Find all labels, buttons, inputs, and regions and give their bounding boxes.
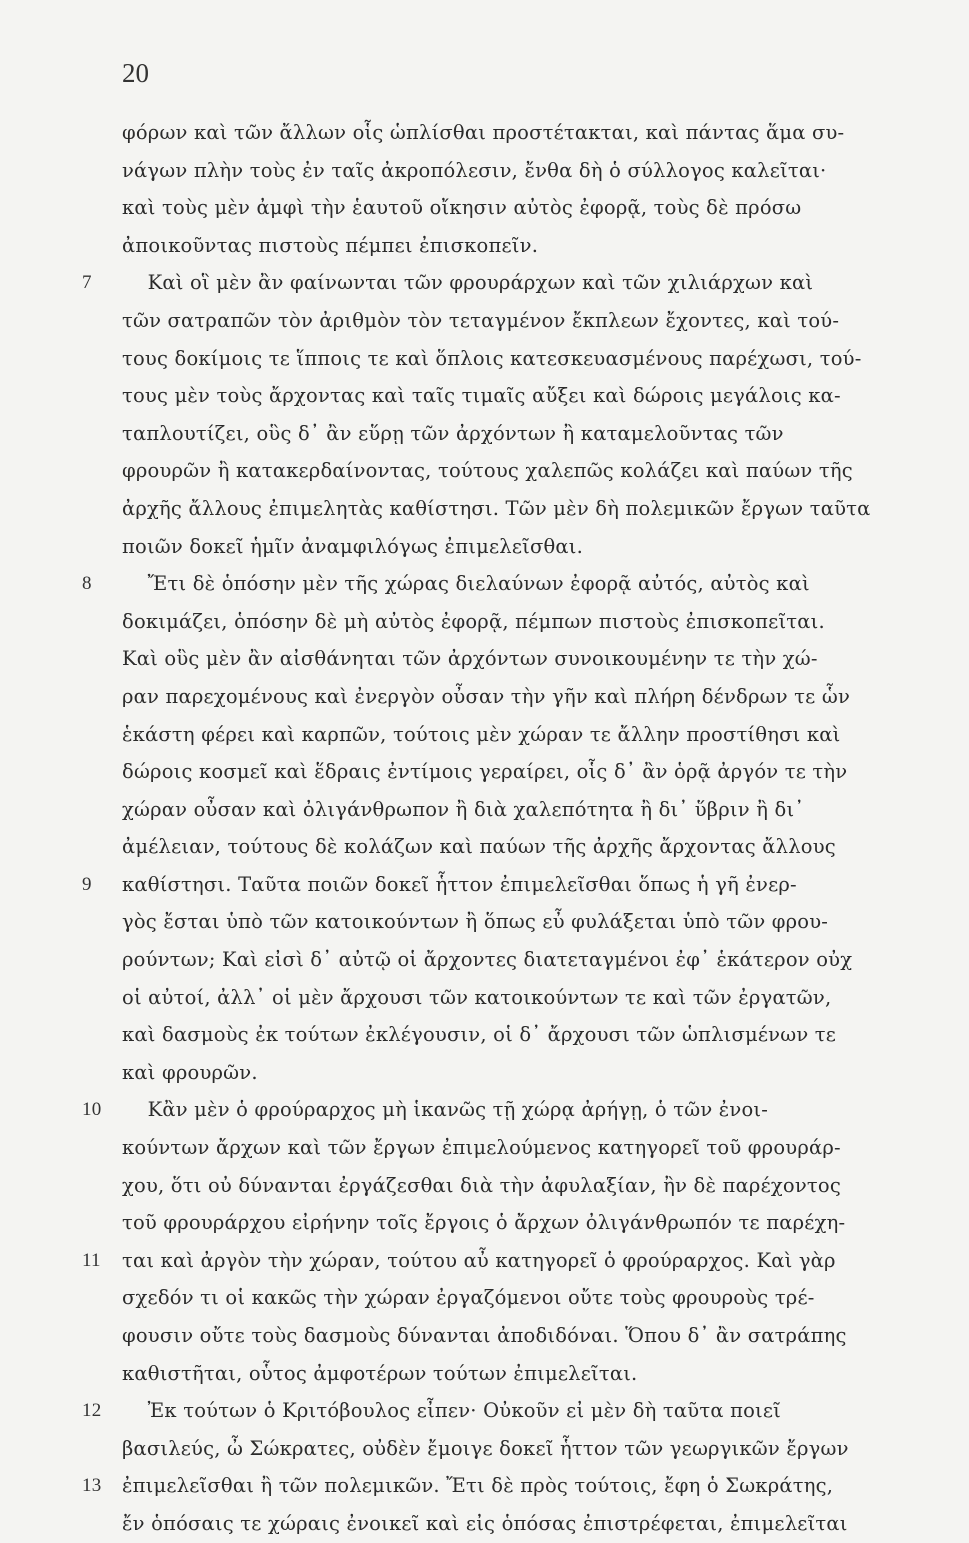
line-text: Ἐκ τούτων ὁ Κριτόβουλος εἶπεν· Οὐκοῦν εἰ μὲν δὴ ταῦτα ποιεῖ	[122, 1399, 782, 1423]
text-line	[82, 1392, 922, 1430]
line-text: φουσιν οὔτε τοὺς δασμοὺς δύνανται ἀποδιδόναι. Ὅπου δ᾽ ἂν σατράπης	[122, 1324, 847, 1347]
line-text: τῶν σατραπῶν τὸν ἀριθμὸν τὸν τεταγμένον ἔκπλεων ἔχοντες, καὶ τού-	[122, 308, 840, 332]
line-text: οἱ αὐτοί, ἀλλ᾽ οἱ μὲν ἄρχουσι τῶν κατοικούντων τε καὶ τῶν ἐργατῶν,	[122, 985, 832, 1009]
text-line	[122, 452, 922, 490]
line-text: βασιλεύς, ὦ Σώκρατες, οὐδὲν ἔμοιγε δοκεῖ ἧττον τῶν γεωργικῶν ἔργων	[122, 1436, 849, 1460]
line-text: νάγων πλὴν τοὺς ἐν ταῖς ἀκροπόλεσιν, ἔνθα δὴ ὁ σύλλογος καλεῖται·	[122, 158, 827, 182]
text-line	[122, 941, 922, 979]
text-line	[82, 866, 922, 904]
text-line	[122, 340, 922, 378]
section-number: 12	[82, 1400, 102, 1422]
text-line	[122, 1054, 922, 1092]
text-line	[122, 1430, 922, 1468]
line-text: γὸς ἔσται ὑπὸ τῶν κατοικούντων ἢ ὅπως εὖ φυλάξεται ὑπὸ τῶν φρου-	[122, 910, 829, 934]
line-text: ἀμέλειαν, τούτους δὲ κολάζων καὶ παύων τῆς ἀρχῆς ἄρχοντας ἄλλους	[122, 835, 836, 859]
section-number: 11	[82, 1249, 101, 1271]
text-line	[122, 415, 922, 453]
text-line	[122, 377, 922, 415]
section-number: 10	[82, 1099, 102, 1121]
line-text: ἔν ὁπόσαις τε χώραις ἐνοικεῖ καὶ εἰς ὁπόσας ἐπιστρέφεται, ἐπιμελεῖται	[122, 1511, 848, 1535]
text-line	[122, 678, 922, 716]
line-text: καὶ δασμοὺς ἐκ τούτων ἐκλέγουσιν, οἱ δ᾽ ἄρχουσι τῶν ὡπλισμένων τε	[122, 1023, 837, 1047]
line-text: ποιῶν δοκεῖ ἡμῖν ἀναμφιλόγως ἐπιμελεῖσθαι.	[122, 534, 584, 558]
line-text: ραν παρεχομένους καὶ ἐνεργὸν οὖσαν τὴν γῆν καὶ πλήρη δένδρων τε ὧν	[122, 684, 851, 708]
text-line	[122, 302, 922, 340]
text-line	[122, 189, 922, 227]
text-line	[122, 1279, 922, 1317]
line-text: σχεδόν τι οἱ κακῶς τὴν χώραν ἐργαζόμενοι οὔτε τοὺς φρουροὺς τρέ-	[122, 1286, 815, 1310]
text-line	[122, 227, 922, 265]
line-text: καὶ φρουρῶν.	[122, 1060, 258, 1084]
line-text: καὶ τοὺς μὲν ἀμφὶ τὴν ἑαυτοῦ οἴκησιν αὐτὸς ἐφορᾷ, τοὺς δὲ πρόσω	[122, 196, 802, 220]
line-text: κούντων ἄρχων καὶ τῶν ἔργων ἐπιμελούμενος κατηγορεῖ τοῦ φρουράρ-	[122, 1136, 841, 1160]
line-text: ταπλουτίζει, οὓς δ᾽ ἂν εὕρῃ τῶν ἀρχόντων ἢ καταμελοῦντας τῶν	[122, 421, 784, 445]
text-line	[122, 1204, 922, 1242]
text-line	[122, 528, 922, 566]
line-text: φόρων καὶ τῶν ἄλλων οἷς ὡπλίσθαι προστέτακται, καὶ πάντας ἅμα συ-	[122, 121, 845, 144]
line-text: φρουρῶν ἢ κατακερδαίνοντας, τούτους χαλεπῶς κολάζει καὶ παύων τῆς	[122, 459, 853, 483]
text-line	[122, 490, 922, 528]
text-line	[122, 716, 922, 754]
line-text: Καὶ οὓς μὲν ἂν αἰσθάνηται τῶν ἀρχόντων συνοικουμένην τε τὴν χώ-	[122, 647, 818, 671]
line-text: Καὶ οἳ μὲν ἂν φαίνωνται τῶν φρουράρχων καὶ τῶν χιλιάρχων καὶ	[122, 271, 814, 295]
text-line	[122, 1317, 922, 1355]
text-line	[82, 1467, 922, 1505]
text-line	[122, 903, 922, 941]
text-line	[122, 1505, 922, 1543]
line-text: τους δοκίμοις τε ἵπποις τε καὶ ὅπλοις κατεσκευασμένους παρέχωσι, τού-	[122, 346, 862, 370]
text-line	[122, 753, 922, 791]
text-line	[122, 791, 922, 829]
text-line	[122, 828, 922, 866]
text-line	[82, 1091, 922, 1129]
text-line	[122, 1016, 922, 1054]
line-text: ἀρχῆς ἄλλους ἐπιμελητὰς καθίστησι. Τῶν μὲν δὴ πολεμικῶν ἔργων ταῦτα	[122, 496, 871, 520]
line-text: ἀποικοῦντας πιστοὺς πέμπει ἐπισκοπεῖν.	[122, 233, 539, 257]
section-number: 9	[82, 873, 92, 895]
text-line	[122, 1355, 922, 1393]
text-block	[82, 114, 922, 1543]
line-text: τοῦ φρουράρχου εἰρήνην τοῖς ἔργοις ὁ ἄρχων ὀλιγάνθρωπόν τε παρέχη-	[122, 1211, 846, 1235]
line-text: Κἂν μὲν ὁ φρούραρχος μὴ ἱκανῶς τῇ χώρᾳ ἀρήγῃ, ὁ τῶν ἐνοι-	[122, 1098, 769, 1122]
line-text: δοκιμάζει, ὁπόσην δὲ μὴ αὐτὸς ἐφορᾷ, πέμπων πιστοὺς ἐπισκοπεῖται.	[122, 609, 825, 633]
line-text: Ἔτι δὲ ὁπόσην μὲν τῆς χώρας διελαύνων ἐφορᾷ αὐτός, αὐτὸς καὶ	[122, 572, 810, 596]
text-line	[122, 114, 922, 152]
text-line	[122, 152, 922, 190]
section-number: 13	[82, 1475, 102, 1497]
section-number: 8	[82, 573, 92, 595]
text-line	[122, 640, 922, 678]
text-line	[122, 603, 922, 641]
line-text: ται καὶ ἀργὸν τὴν χώραν, τούτου αὖ κατηγορεῖ ὁ φρούραρχος. Καὶ γὰρ	[122, 1248, 836, 1272]
text-line	[122, 1129, 922, 1167]
text-line	[82, 264, 922, 302]
line-text: καθιστῆται, οὗτος ἀμφοτέρων τούτων ἐπιμελεῖται.	[122, 1361, 638, 1385]
line-text: ἐπιμελεῖσθαι ἢ τῶν πολεμικῶν. Ἔτι δὲ πρὸς τούτοις, ἔφη ὁ Σωκράτης,	[122, 1474, 834, 1498]
page-number: 20	[122, 58, 149, 88]
line-text: ἑκάστη φέρει καὶ καρπῶν, τούτοις μὲν χώραν τε ἄλλην προστίθησι καὶ	[122, 722, 841, 746]
line-text: χου, ὅτι οὐ δύνανται ἐργάζεσθαι διὰ τὴν ἀφυλαξίαν, ἢν δὲ παρέχοντος	[122, 1173, 841, 1197]
text-line	[122, 1167, 922, 1205]
text-line	[82, 1242, 922, 1280]
text-line	[82, 565, 922, 603]
line-text: δώροις κοσμεῖ καὶ ἕδραις ἐντίμοις γεραίρει, οἷς δ᾽ ἂν ὁρᾷ ἀργόν τε τὴν	[122, 760, 848, 784]
text-line	[122, 979, 922, 1017]
section-number: 7	[82, 272, 92, 294]
line-text: καθίστησι. Ταῦτα ποιῶν δοκεῖ ἧττον ἐπιμελεῖσθαι ὅπως ἡ γῆ ἐνερ-	[122, 872, 797, 896]
line-text: ρούντων; Καὶ εἰσὶ δ᾽ αὐτῷ οἱ ἄρχοντες διατεταγμένοι ἐφ᾽ ἑκάτερον οὐχ	[122, 948, 853, 972]
line-text: τους μὲν τοὺς ἄρχοντας καὶ ταῖς τιμαῖς αὔξει καὶ δώροις μεγάλοις κα-	[122, 384, 841, 408]
line-text: χώραν οὖσαν καὶ ὀλιγάνθρωπον ἢ διὰ χαλεπότητα ἢ δι᾽ ὕβριν ἢ δι᾽	[122, 797, 805, 821]
